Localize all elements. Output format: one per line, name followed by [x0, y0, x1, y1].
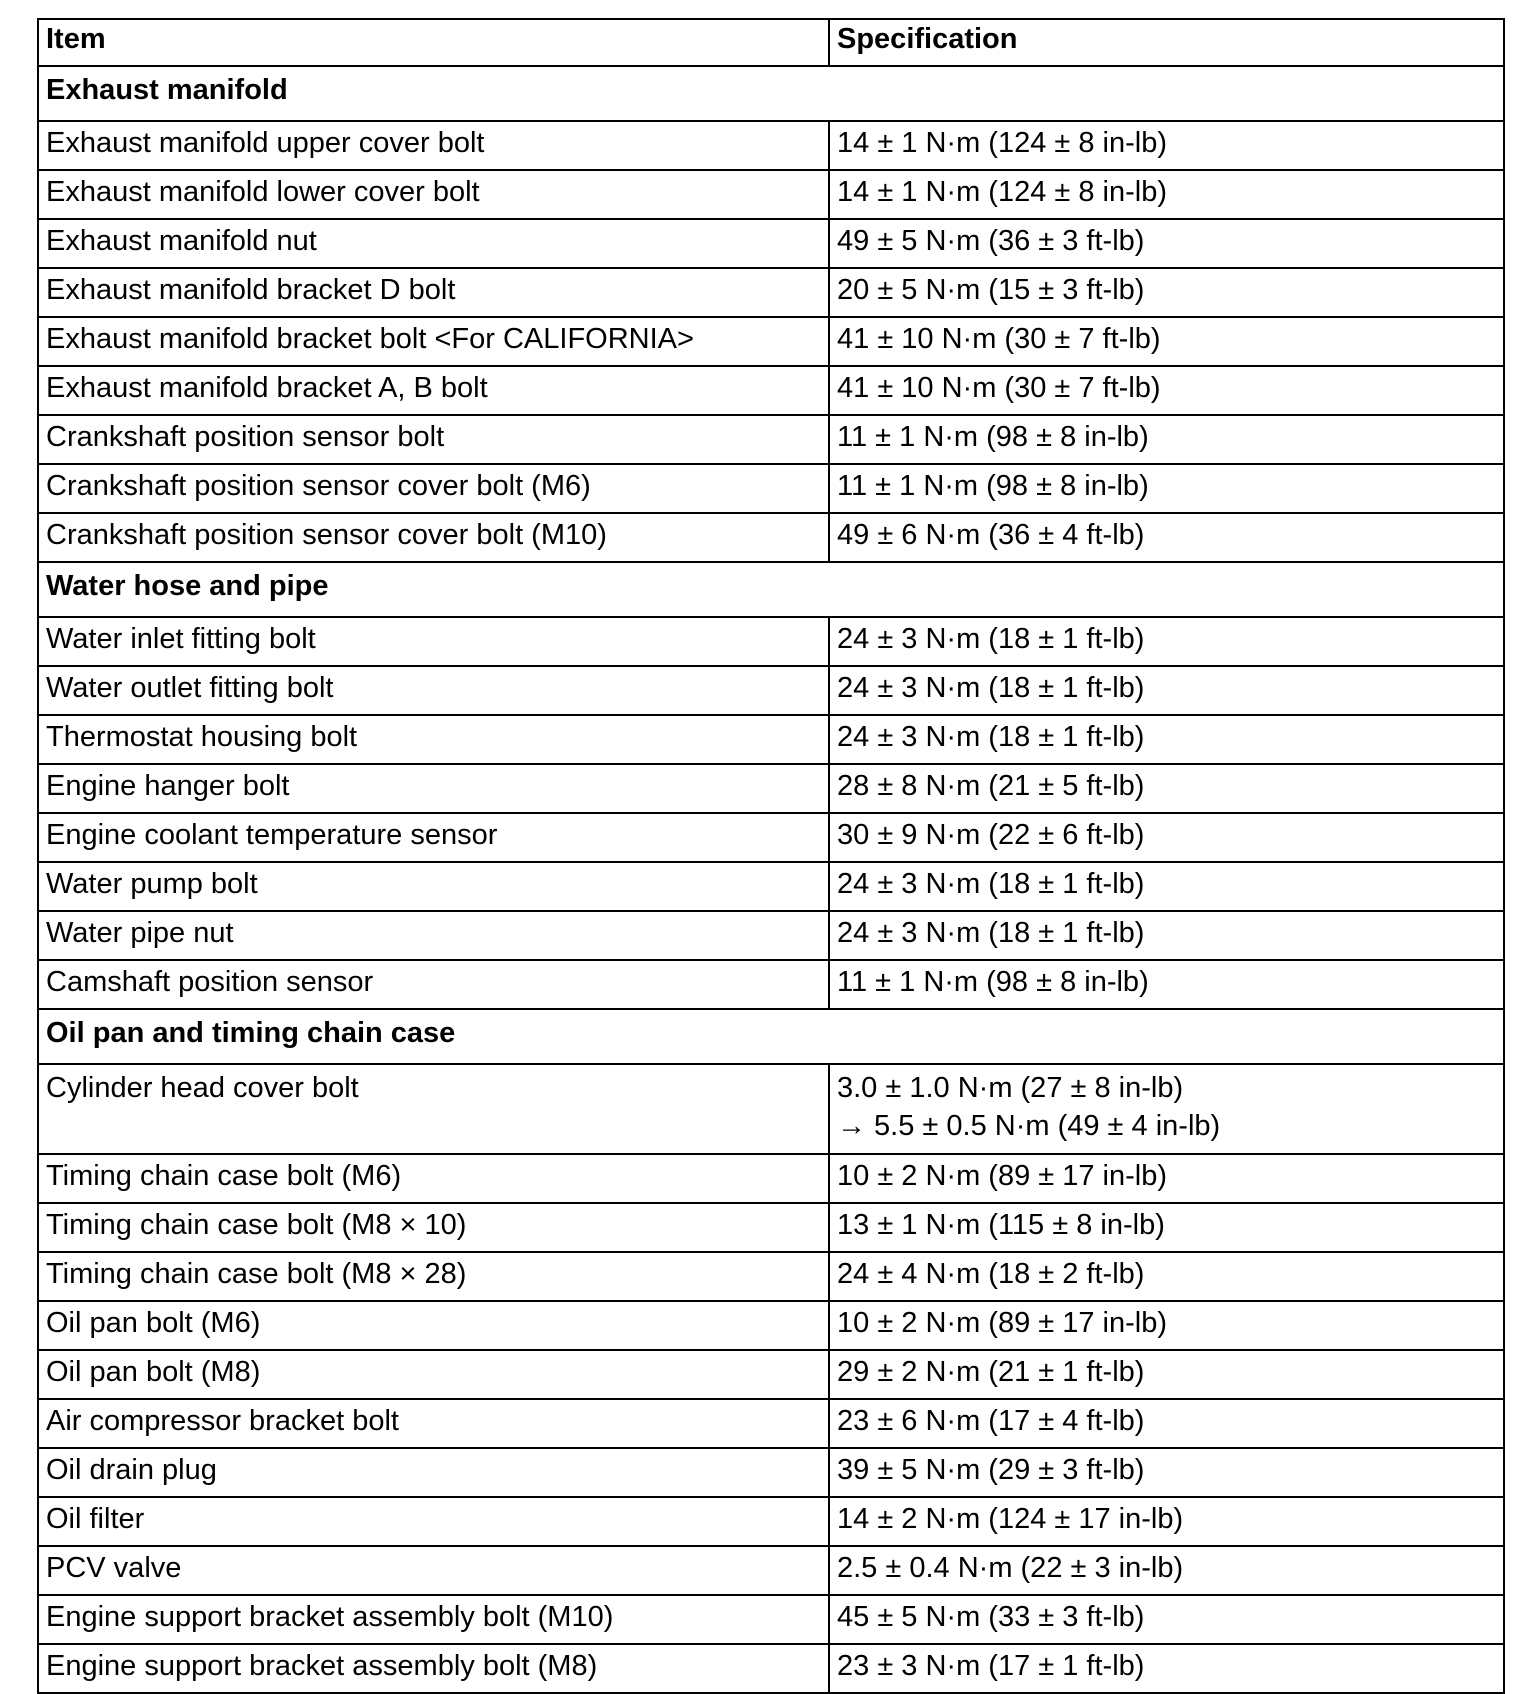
section-header-row [38, 66, 1504, 121]
spec-cell: 14 ± 1 N·m (124 ± 8 in-lb) [829, 170, 1504, 219]
spec-cell: 11 ± 1 N·m (98 ± 8 in-lb) [829, 960, 1504, 1009]
table-row [38, 1203, 1504, 1252]
spec-cell: 29 ± 2 N·m (21 ± 1 ft-lb) [829, 1350, 1504, 1399]
section-title: Exhaust manifold [38, 66, 1504, 121]
spec-cell: 11 ± 1 N·m (98 ± 8 in-lb) [829, 464, 1504, 513]
spec-cell [829, 1064, 1504, 1154]
table-row [38, 121, 1504, 170]
item-cell: Thermostat housing bolt [38, 715, 829, 764]
column-header-specification: Specification [829, 19, 1504, 66]
spec-cell: 23 ± 6 N·m (17 ± 4 ft-lb) [829, 1399, 1504, 1448]
spec-cell: 30 ± 9 N·m (22 ± 6 ft-lb) [829, 813, 1504, 862]
table-row [38, 715, 1504, 764]
item-cell: Exhaust manifold bracket A, B bolt [38, 366, 829, 415]
item-cell: Water pump bolt [38, 862, 829, 911]
item-cell: Engine support bracket assembly bolt (M10) [38, 1595, 829, 1644]
item-cell: Oil pan bolt (M6) [38, 1301, 829, 1350]
table-row [38, 617, 1504, 666]
table-row [38, 960, 1504, 1009]
table-row [38, 911, 1504, 960]
spec-cell: 23 ± 3 N·m (17 ± 1 ft-lb) [829, 1644, 1504, 1693]
table-row [38, 764, 1504, 813]
table-row [38, 666, 1504, 715]
item-cell: Engine coolant temperature sensor [38, 813, 829, 862]
table-row [38, 464, 1504, 513]
item-cell: Exhaust manifold lower cover bolt [38, 170, 829, 219]
spec-cell: 45 ± 5 N·m (33 ± 3 ft-lb) [829, 1595, 1504, 1644]
table-row [38, 1644, 1504, 1693]
item-cell: Exhaust manifold nut [38, 219, 829, 268]
item-cell: PCV valve [38, 1546, 829, 1595]
item-cell: Oil filter [38, 1497, 829, 1546]
table-row [38, 513, 1504, 562]
spec-cell: 39 ± 5 N·m (29 ± 3 ft-lb) [829, 1448, 1504, 1497]
table-row [38, 1350, 1504, 1399]
section-header-row [38, 562, 1504, 617]
spec-cell: 24 ± 3 N·m (18 ± 1 ft-lb) [829, 911, 1504, 960]
table-row [38, 268, 1504, 317]
item-cell: Timing chain case bolt (M6) [38, 1154, 829, 1203]
table-row [38, 862, 1504, 911]
table-row [38, 1448, 1504, 1497]
item-cell: Timing chain case bolt (M8 × 10) [38, 1203, 829, 1252]
item-cell: Oil drain plug [38, 1448, 829, 1497]
spec-cell: 11 ± 1 N·m (98 ± 8 in-lb) [829, 415, 1504, 464]
table-row [38, 1595, 1504, 1644]
table-row [38, 317, 1504, 366]
item-cell: Crankshaft position sensor bolt [38, 415, 829, 464]
item-cell: Air compressor bracket bolt [38, 1399, 829, 1448]
spec-cell: 49 ± 5 N·m (36 ± 3 ft-lb) [829, 219, 1504, 268]
table-row [38, 1497, 1504, 1546]
item-cell: Timing chain case bolt (M8 × 28) [38, 1252, 829, 1301]
section-title: Oil pan and timing chain case [38, 1009, 1504, 1064]
spec-cell: 20 ± 5 N·m (15 ± 3 ft-lb) [829, 268, 1504, 317]
item-cell: Water pipe nut [38, 911, 829, 960]
table-row [38, 366, 1504, 415]
spec-cell: 41 ± 10 N·m (30 ± 7 ft-lb) [829, 317, 1504, 366]
spec-line: 3.0 ± 1.0 N·m (27 ± 8 in-lb) [837, 1072, 1184, 1104]
spec-cell: 14 ± 1 N·m (124 ± 8 in-lb) [829, 121, 1504, 170]
item-cell: Exhaust manifold bracket bolt <For CALIFORNIA> [38, 317, 829, 366]
item-cell: Camshaft position sensor [38, 960, 829, 1009]
table-header-row [38, 19, 1504, 66]
spec-cell: 10 ± 2 N·m (89 ± 17 in-lb) [829, 1154, 1504, 1203]
spec-cell: 41 ± 10 N·m (30 ± 7 ft-lb) [829, 366, 1504, 415]
item-cell: Exhaust manifold upper cover bolt [38, 121, 829, 170]
item-cell: Crankshaft position sensor cover bolt (M10) [38, 513, 829, 562]
spec-cell: 24 ± 3 N·m (18 ± 1 ft-lb) [829, 666, 1504, 715]
spec-cell: 14 ± 2 N·m (124 ± 17 in-lb) [829, 1497, 1504, 1546]
spec-line-final: → 5.5 ± 0.5 N·m (49 ± 4 in-lb) [837, 1110, 1221, 1142]
spec-cell: 24 ± 3 N·m (18 ± 1 ft-lb) [829, 617, 1504, 666]
column-header-item: Item [38, 19, 829, 66]
torque-spec-table [37, 18, 1505, 1694]
table-row [38, 1154, 1504, 1203]
table-row [38, 415, 1504, 464]
spec-cell: 24 ± 4 N·m (18 ± 2 ft-lb) [829, 1252, 1504, 1301]
spec-cell: 2.5 ± 0.4 N·m (22 ± 3 in-lb) [829, 1546, 1504, 1595]
item-cell: Crankshaft position sensor cover bolt (M6) [38, 464, 829, 513]
item-cell: Water inlet fitting bolt [38, 617, 829, 666]
item-cell: Cylinder head cover bolt [38, 1064, 829, 1154]
table-row [38, 1546, 1504, 1595]
spec-cell: 28 ± 8 N·m (21 ± 5 ft-lb) [829, 764, 1504, 813]
spec-cell: 24 ± 3 N·m (18 ± 1 ft-lb) [829, 862, 1504, 911]
table-row [38, 813, 1504, 862]
table-row [38, 1064, 1504, 1154]
section-header-row [38, 1009, 1504, 1064]
item-cell: Exhaust manifold bracket D bolt [38, 268, 829, 317]
table-row [38, 1252, 1504, 1301]
section-title: Water hose and pipe [38, 562, 1504, 617]
table-row [38, 170, 1504, 219]
item-cell: Engine support bracket assembly bolt (M8) [38, 1644, 829, 1693]
spec-cell: 49 ± 6 N·m (36 ± 4 ft-lb) [829, 513, 1504, 562]
item-cell: Oil pan bolt (M8) [38, 1350, 829, 1399]
table-row [38, 219, 1504, 268]
item-cell: Engine hanger bolt [38, 764, 829, 813]
spec-cell: 24 ± 3 N·m (18 ± 1 ft-lb) [829, 715, 1504, 764]
table-row [38, 1399, 1504, 1448]
spec-cell: 13 ± 1 N·m (115 ± 8 in-lb) [829, 1203, 1504, 1252]
item-cell: Water outlet fitting bolt [38, 666, 829, 715]
spec-cell: 10 ± 2 N·m (89 ± 17 in-lb) [829, 1301, 1504, 1350]
table-row [38, 1301, 1504, 1350]
